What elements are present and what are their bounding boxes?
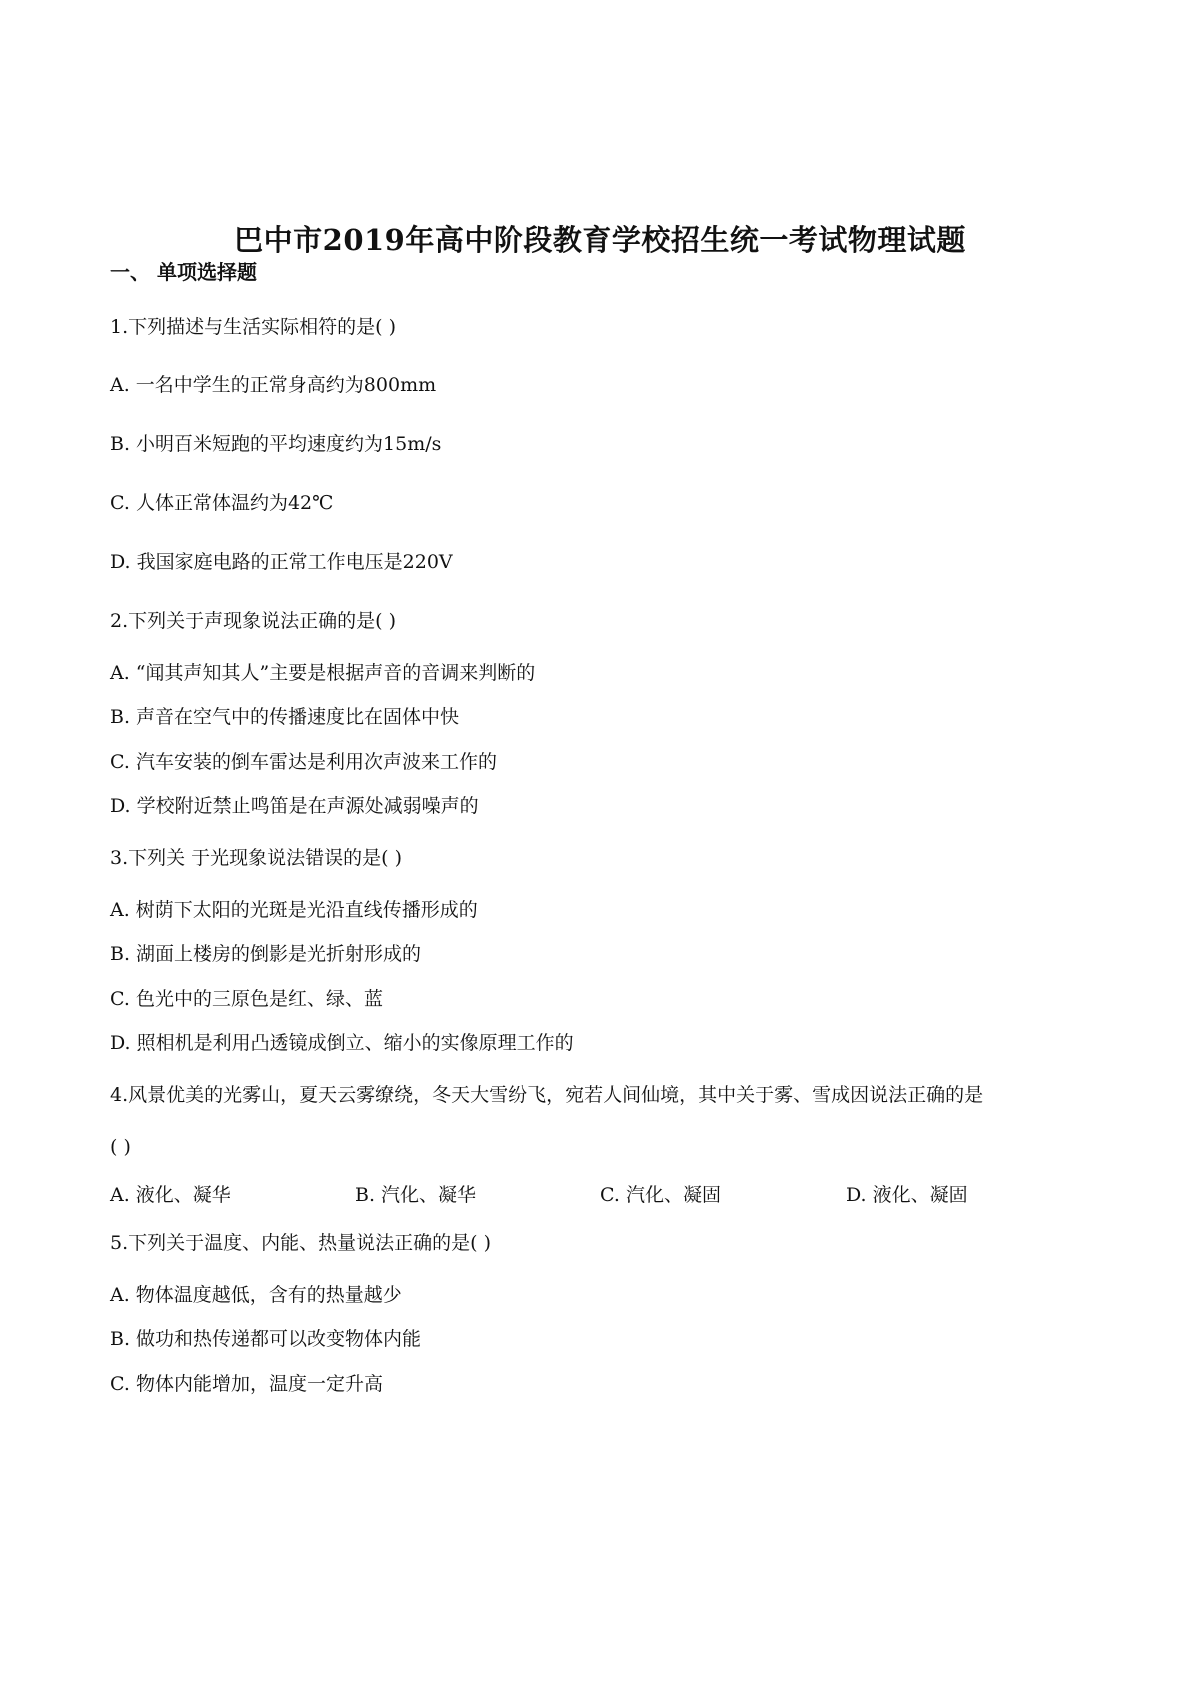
question-4-option-d: D. 液化、凝固 — [846, 1184, 968, 1206]
page-title: 巴中市2019年高中阶段教育学校招生统一考试物理试题 — [234, 223, 966, 257]
question-1-option-a: A. 一名中学生的正常身高约为800mm — [110, 374, 437, 396]
question-1-option-b: B. 小明百米短跑的平均速度约为15m/s — [110, 433, 442, 455]
question-3-option-b: B. 湖面上楼房的倒影是光折射形成的 — [110, 943, 422, 965]
question-4-stem-continued: ( ) — [110, 1136, 131, 1158]
question-3-stem: 3.下列关 于光现象说法错误的是( ) — [110, 847, 403, 869]
question-3-option-d: D. 照相机是利用凸透镜成倒立、缩小的实像原理工作的 — [110, 1032, 574, 1054]
question-2-option-a: A. “闻其声知其人”主要是根据声音的音调来判断的 — [110, 662, 536, 684]
question-4-stem: 4.风景优美的光雾山，夏天云雾缭绕，冬天大雪纷飞，宛若人间仙境，其中关于雾、雪成因说法正确的是 — [110, 1084, 984, 1106]
question-5-option-c: C. 物体内能增加，温度一定升高 — [110, 1373, 383, 1395]
question-3-option-a: A. 树荫下太阳的光斑是光沿直线传播形成的 — [110, 899, 478, 921]
question-4-option-a: A. 液化、凝华 — [110, 1184, 231, 1206]
question-1-option-c: C. 人体正常体温约为42℃ — [110, 492, 334, 514]
question-2-option-d: D. 学校附近禁止鸣笛是在声源处减弱噪声的 — [110, 795, 479, 817]
question-5-option-b: B. 做功和热传递都可以改变物体内能 — [110, 1328, 422, 1350]
question-4-option-c: C. 汽化、凝固 — [600, 1184, 721, 1206]
question-1-option-d: D. 我国家庭电路的正常工作电压是220V — [110, 551, 453, 573]
question-5-option-a: A. 物体温度越低，含有的热量越少 — [110, 1284, 402, 1306]
question-1-stem: 1.下列描述与生活实际相符的是( ) — [110, 316, 396, 338]
question-3-option-c: C. 色光中的三原色是红、绿、蓝 — [110, 988, 383, 1010]
question-2-option-b: B. 声音在空气中的传播速度比在固体中快 — [110, 706, 460, 728]
question-4-option-b: B. 汽化、凝华 — [355, 1184, 477, 1206]
question-2-stem: 2.下列关于声现象说法正确的是( ) — [110, 610, 396, 632]
question-2-option-c: C. 汽车安装的倒车雷达是利用次声波来工作的 — [110, 751, 497, 773]
section-heading: 一、 单项选择题 — [110, 260, 257, 284]
question-5-stem: 5.下列关于温度、内能、热量说法正确的是( ) — [110, 1232, 491, 1254]
